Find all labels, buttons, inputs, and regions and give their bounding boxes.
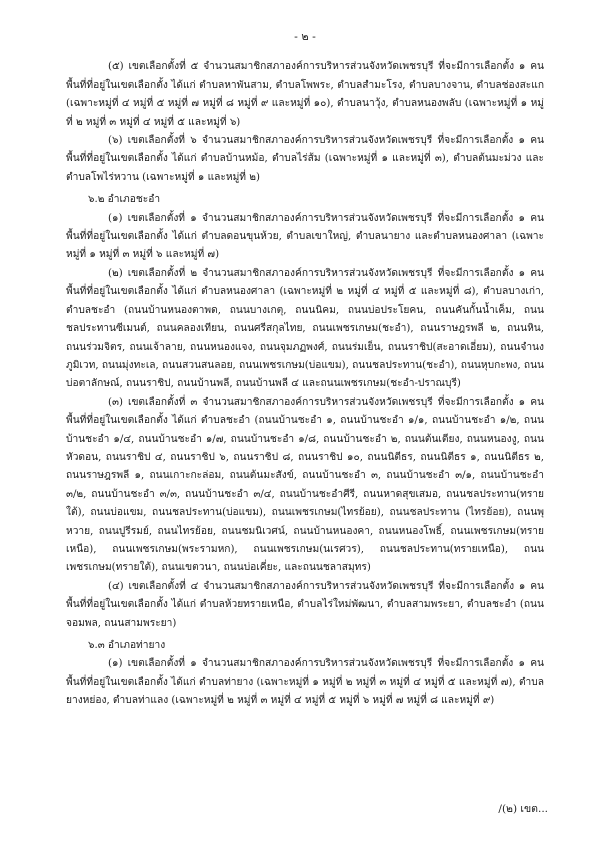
paragraph-cha-am-district-1: (๑) เขตเลือกตั้งที่ ๑ จำนวนสมาชิกสภาองค์การบริหารส่วนจังหวัดเพชรบุรี ที่จะมีการเลือกตั้ง ๑ คน พื้นที่ที่อยู่ในเขตเลือกตั้ง ได้แก่ ตำบลดอนขุนห้วย, ตำบลเขาใหญ่, ตำบลนายาง และตำบลหนองศาลา (เฉพาะหมู่ที่ ๑ หมู่ที่ ๓ หมู่ที่ ๖ และหมู่ที่ ๗) xyxy=(66,212,544,261)
paragraph-cha-am-district-3: (๓) เขตเลือกตั้งที่ ๓ จำนวนสมาชิกสภาองค์การบริหารส่วนจังหวัดเพชรบุรี ที่จะมีการเลือกตั้ง ๑ คน พื้นที่ที่อยู่ในเขตเลือกตั้ง ได้แก่ ตำบลชะอำ (ถนนบ้านชะอำ ๑, ถนนบ้านชะอำ ๑/๑, ถนนบ้านชะอำ ๑/๒, ถนนบ้านชะอำ ๑/๔, ถนนบ้านชะอำ ๑/๗, ถนนบ้านชะอำ ๑/๘, ถนนบ้านชะอำ ๒, ถนนต้นเตียง, ถนนหนองงู, ถนนหัวดอน, ถนนราชิป ๔, ถนนราชิป ๖, ถนนราชิป ๘, ถนนราชิป ๑๐, ถนนนิตีธร, ถนนนิตีธร ๑, ถนนนิตีธร ๒, ถนนราษฎรพลี ๑, ถนนเกาะกะล่อม, ถนนต้นมะสังข์, ถนนบ้านชะอำ ๓, ถนนบ้านชะอำ ๓/๑, ถนนบ้านชะอำ ๓/๒, ถนนบ้านชะอำ ๓/๓, ถนนบ้านชะอำ ๓/๔, ถนนบ้านชะอำศีรี, ถนนหาดสุขเสมอ, ถนนชลประทาน(ทรายใต้), ถนนบ่อแขม, ถนนชลประทาน(บ่อแขม), ถนนเพชรเกษม(ไทรย้อย), ถนนชลประทาน (ไทรย้อย), ถนนพุหวาย, ถนนปูรีรมย์, ถนนไทรย้อย, ถนนชมนิเวศน์, ถนนบ้านหนองคา, ถนนหนองโพธิ์, ถนนเพชรเกษม(ทรายเหนือ), ถนนเพชรเกษม(พระรามหก), ถนนเพชรเกษม(นเรศวร), ถนนชลประทาน(ทรายเหนือ), ถนนเพชรเกษม(ทรายใต้), ถนนเขตวนา, ถนนบ่อเคี่ยะ, และถนนชลาสมุทร) xyxy=(66,396,544,574)
paragraph-cha-am-district-4: (๔) เขตเลือกตั้งที่ ๔ จำนวนสมาชิกสภาองค์การบริหารส่วนจังหวัดเพชรบุรี ที่จะมีการเลือกตั้ง ๑ คน พื้นที่ที่อยู่ในเขตเลือกตั้ง ได้แก่ ตำบลห้วยทรายเหนือ, ตำบลไร่ใหม่พัฒนา, ตำบลสามพระยา, ตำบลชะอำ (ถนนจอมพล, ถนนสามพระยา) xyxy=(66,580,544,629)
paragraph-tha-yang-district-1: (๑) เขตเลือกตั้งที่ ๑ จำนวนสมาชิกสภาองค์การบริหารส่วนจังหวัดเพชรบุรี ที่จะมีการเลือกตั้ง ๑ คน พื้นที่ที่อยู่ในเขตเลือกตั้ง ได้แก่ ตำบลท่ายาง (เฉพาะหมู่ที่ ๑ หมู่ที่ ๒ หมู่ที่ ๓ หมู่ที่ ๔ หมู่ที่ ๕ และหมู่ที่ ๗), ตำบลยางหย่อง, ตำบลท่าแลง (เฉพาะหมู่ที่ ๒ หมู่ที่ ๓ หมู่ที่ ๔ หมู่ที่ ๕ หมู่ที่ ๖ หมู่ที่ ๗ หมู่ที่ ๘ และหมู่ที่ ๙) xyxy=(66,658,544,707)
continuation-marker: /(๒) เขต... xyxy=(498,803,548,815)
paragraph-district-6: (๖) เขตเลือกตั้งที่ ๖ จำนวนสมาชิกสภาองค์การบริหารส่วนจังหวัดเพชรบุรี ที่จะมีการเลือกตั้ง ๑ คน พื้นที่ที่อยู่ในเขตเลือกตั้ง ได้แก่ ตำบลบ้านหม้อ, ตำบลไร่ส้ม (เฉพาะหมู่ที่ ๑ และหมู่ที่ ๓), ตำบลต้นมะม่วง และ ตำบลโพไร่หวาน (เฉพาะหมู่ที่ ๑ และหมู่ที่ ๒) xyxy=(66,135,544,183)
section-heading-tha-yang: ๖.๓ อำเภอท่ายาง xyxy=(88,640,166,651)
section-heading-cha-am: ๖.๒ อำเภอชะอำ xyxy=(88,194,161,206)
page-number: - ๒ - xyxy=(294,30,316,43)
paragraph-district-5: (๕) เขตเลือกตั้งที่ ๕ จำนวนสมาชิกสภาองค์การบริหารส่วนจังหวัดเพชรบุรี ที่จะมีการเลือกตั้ง ๑ คน พื้นที่ที่อยู่ในเขตเลือกตั้ง ได้แก่ ตำบลหาพันสาม, ตำบลโพพระ, ตำบลสำมะโรง, ตำบลบางจาน, ตำบลช่องสะแก (เฉพาะหมู่ที่ ๔ หมู่ที่ ๕ หมู่ที่ ๗ หมู่ที่ ๘ หมู่ที่ ๙ และหมู่ที่ ๑๐), ตำบลนาวุ้ง, ตำบลหนองพลับ (เฉพาะหมู่ที่ ๑ หมู่ที่ ๒ หมู่ที่ ๓ หมู่ที่ ๔ หมู่ที่ ๕ และหมู่ที่ ๖) xyxy=(66,61,544,128)
paragraph-cha-am-district-2: (๒) เขตเลือกตั้งที่ ๒ จำนวนสมาชิกสภาองค์การบริหารส่วนจังหวัดเพชรบุรี ที่จะมีการเลือกตั้ง ๑ คน พื้นที่ที่อยู่ในเขตเลือกตั้ง ได้แก่ ตำบลหนองศาลา (เฉพาะหมู่ที่ ๒ หมู่ที่ ๔ หมู่ที่ ๕ และหมู่ที่ ๘), ตำบลบางเก่า, ตำบลชะอำ (ถนนบ้านหนองตาพด, ถนนบางเกตุ, ถนนนิคม, ถนนบ่อประโยคน, ถนนคันกั้นน้ำเค็ม, ถนนชลประทานซีเมนต์, ถนนคลองเทียน, ถนนศรีสกุลไทย, ถนนเพชรเกษม(ชะอำ), ถนนราษฎรพลี ๒, ถนนหิน, ถนนร่วมจิตร, ถนนเจ้าลาย, ถนนหนองแจง, ถนนจุมภฏพงศ์, ถนนร่มเย็น, ถนนราชิป(สะอาดเอี่ยม), ถนนจำนงภูมิเวท, ถนนมุ่งทะเล, ถนนสวนสนลอย, ถนนเพชรเกษม(บ่อแขม), ถนนชลประทาน(ชะอำ), ถนนหุบกะพง, ถนนบ่อตาลักษณ์, ถนนราชิป, ถนนบ้านพลี, ถนนบ้านพลี ๔ และถนนเพชรเกษม(ชะอำ-ปราณบุรี) xyxy=(66,267,544,390)
